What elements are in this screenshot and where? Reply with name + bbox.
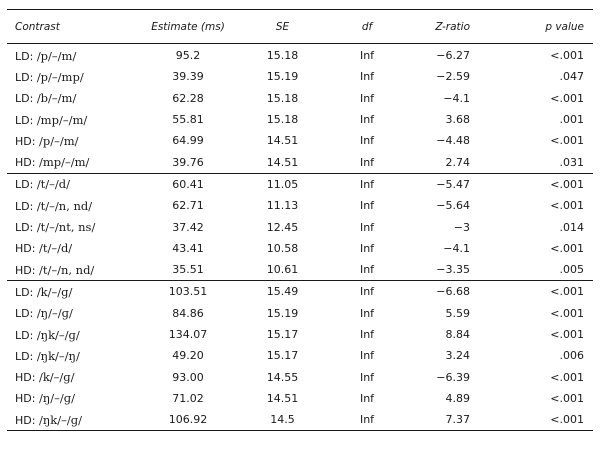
cell-z-ratio: 3.24 xyxy=(445,349,470,363)
contrast-phonemes: /ŋ/–/ɡ/ xyxy=(38,391,75,406)
cell-df: Inf xyxy=(359,328,375,341)
cell-p-value: <.001 xyxy=(524,281,593,303)
cell-se: 15.17 xyxy=(266,328,299,341)
cell-se: 11.05 xyxy=(241,173,324,195)
contrast-phonemes: /t/–/d/ xyxy=(36,177,71,192)
cell-se: 14.5 xyxy=(241,409,324,431)
cell-p-value: .001 xyxy=(559,113,584,127)
cell-contrast xyxy=(7,88,135,109)
header-df: df xyxy=(361,20,373,33)
cell-se: 15.18 xyxy=(266,49,299,63)
cell-df: Inf xyxy=(359,70,375,84)
header-contrast: Contrast xyxy=(15,20,60,33)
cell-df: Inf xyxy=(359,91,375,105)
contrast-table-container xyxy=(7,9,593,431)
contrast-group-label: LD: xyxy=(15,113,34,127)
cell-estimate: 43.41 xyxy=(172,241,204,255)
contrast-group-label: LD: xyxy=(15,199,34,213)
contrast-phonemes: /b/–/m/ xyxy=(36,91,77,106)
cell-se: 15.17 xyxy=(266,349,299,363)
cell-contrast xyxy=(7,238,135,259)
header-se: SE xyxy=(275,20,290,33)
contrast-phonemes: /t/–/nt, ns/ xyxy=(36,220,96,235)
contrast-group-label: HD: xyxy=(15,413,36,427)
cell-contrast xyxy=(7,216,135,237)
contrast-phonemes: /t/–/n, nd/ xyxy=(36,198,93,213)
cell-p-value: <.001 xyxy=(550,370,584,384)
cell-estimate: 106.92 xyxy=(135,409,241,431)
contrast-phonemes: /p/–/m/ xyxy=(36,48,77,63)
table-row xyxy=(7,303,593,324)
cell-p-value: .014 xyxy=(559,220,584,234)
contrast-group-label: LD: xyxy=(15,349,34,363)
cell-p-value: .031 xyxy=(559,155,584,169)
cell-estimate: 103.51 xyxy=(135,281,241,303)
cell-p-value: .006 xyxy=(559,349,584,363)
contrast-phonemes: /mp/–/m/ xyxy=(38,155,90,170)
cell-df: Inf xyxy=(324,173,410,195)
table-row xyxy=(7,345,593,366)
cell-estimate: 49.20 xyxy=(172,349,204,363)
contrast-phonemes: /ŋk/–/ɡ/ xyxy=(36,327,80,342)
table-row xyxy=(7,216,593,237)
cell-estimate: 37.42 xyxy=(172,220,204,234)
cell-z-ratio: −5.64 xyxy=(436,199,470,213)
header-row xyxy=(7,10,593,44)
contrast-phonemes: /mp/–/m/ xyxy=(36,112,88,127)
cell-se: 11.13 xyxy=(266,199,299,213)
contrast-group-label: HD: xyxy=(15,371,36,385)
cell-estimate: 95.2 xyxy=(175,49,201,63)
cell-contrast xyxy=(7,66,135,87)
contrast-group-label: LD: xyxy=(15,49,34,63)
cell-contrast xyxy=(7,44,135,67)
contrast-group-label: HD: xyxy=(15,242,36,256)
table-row xyxy=(7,151,593,173)
cell-p-value: <.001 xyxy=(550,241,584,255)
table-row xyxy=(7,130,593,151)
cell-estimate: 39.76 xyxy=(172,155,204,169)
cell-df: Inf xyxy=(359,134,375,148)
table-row xyxy=(7,281,593,303)
cell-p-value: <.001 xyxy=(550,391,584,405)
contrast-table xyxy=(7,9,593,431)
cell-contrast xyxy=(7,366,135,387)
cell-p-value: <.001 xyxy=(550,199,584,213)
cell-estimate: 62.71 xyxy=(172,199,204,213)
contrast-group-label: LD: xyxy=(15,178,34,192)
cell-p-value: <.001 xyxy=(550,134,584,148)
cell-estimate: 55.81 xyxy=(172,113,204,127)
cell-estimate: 62.28 xyxy=(172,91,204,105)
cell-estimate: 71.02 xyxy=(172,391,204,405)
cell-se: 14.51 xyxy=(266,391,299,405)
table-group xyxy=(7,173,593,280)
cell-df: Inf xyxy=(359,241,375,255)
cell-se: 10.58 xyxy=(266,241,299,255)
table-row xyxy=(7,366,593,387)
contrast-phonemes: /t/–/n, nd/ xyxy=(38,262,95,277)
header-p-value: p value xyxy=(545,20,584,33)
cell-z-ratio: 8.84 xyxy=(445,328,470,341)
cell-z-ratio: 7.37 xyxy=(410,409,524,431)
table-row xyxy=(7,195,593,216)
cell-se: 14.51 xyxy=(266,134,299,148)
cell-z-ratio: −2.59 xyxy=(436,70,470,84)
table-row xyxy=(7,66,593,87)
cell-contrast xyxy=(7,409,135,431)
cell-z-ratio: −6.39 xyxy=(436,370,470,384)
contrast-phonemes: /t/–/d/ xyxy=(38,241,73,256)
contrast-phonemes: /ŋk/–/ɡ/ xyxy=(38,412,82,427)
cell-se: 12.45 xyxy=(266,220,299,234)
cell-estimate: 35.51 xyxy=(172,263,204,277)
contrast-phonemes: /ŋ/–/ɡ/ xyxy=(36,306,73,321)
cell-contrast xyxy=(7,388,135,409)
cell-se: 14.51 xyxy=(266,155,299,169)
cell-z-ratio: −3 xyxy=(453,220,470,234)
cell-z-ratio: −5.47 xyxy=(410,173,524,195)
cell-df: Inf xyxy=(359,199,375,213)
table-row xyxy=(7,109,593,130)
table-group xyxy=(7,44,593,174)
header-estimate: Estimate (ms) xyxy=(151,20,225,33)
cell-df: Inf xyxy=(359,391,375,405)
cell-contrast xyxy=(7,303,135,324)
cell-p-value: <.001 xyxy=(524,409,593,431)
cell-se: 15.19 xyxy=(266,70,299,84)
cell-z-ratio: 3.68 xyxy=(445,113,470,127)
cell-se: 10.61 xyxy=(266,263,299,277)
cell-contrast xyxy=(7,173,135,195)
contrast-group-label: HD: xyxy=(15,156,36,170)
cell-contrast xyxy=(7,195,135,216)
cell-estimate: 134.07 xyxy=(168,328,208,341)
cell-p-value: <.001 xyxy=(550,91,584,105)
cell-p-value: <.001 xyxy=(550,328,584,341)
contrast-phonemes: /p/–/mp/ xyxy=(36,69,84,84)
cell-z-ratio: −3.35 xyxy=(436,263,470,277)
cell-estimate: 93.00 xyxy=(172,370,204,384)
table-row xyxy=(7,388,593,409)
cell-z-ratio: −4.48 xyxy=(436,134,470,148)
cell-z-ratio: −6.68 xyxy=(410,281,524,303)
table-header xyxy=(7,10,593,44)
cell-estimate: 64.99 xyxy=(172,134,204,148)
contrast-phonemes: /ŋk/–/ŋ/ xyxy=(36,348,80,363)
cell-df: Inf xyxy=(359,113,375,127)
contrast-group-label: LD: xyxy=(15,307,34,321)
contrast-group-label: HD: xyxy=(15,134,36,148)
cell-p-value: .005 xyxy=(559,263,584,277)
table-row xyxy=(7,88,593,109)
cell-estimate: 39.39 xyxy=(172,70,204,84)
cell-contrast xyxy=(7,109,135,130)
cell-p-value: .047 xyxy=(559,70,584,84)
cell-contrast xyxy=(7,345,135,366)
contrast-phonemes: /k/–/ɡ/ xyxy=(36,284,73,299)
cell-estimate: 84.86 xyxy=(172,306,204,320)
cell-p-value: <.001 xyxy=(550,306,584,320)
cell-contrast xyxy=(7,281,135,303)
cell-se: 15.19 xyxy=(266,306,299,320)
cell-contrast xyxy=(7,151,135,173)
table-group xyxy=(7,281,593,431)
table-row xyxy=(7,259,593,281)
cell-df: Inf xyxy=(359,155,375,169)
cell-df: Inf xyxy=(359,263,375,277)
contrast-group-label: LD: xyxy=(15,92,34,106)
cell-z-ratio: −6.27 xyxy=(436,49,470,63)
contrast-group-label: LD: xyxy=(15,285,34,299)
table-row xyxy=(7,173,593,195)
contrast-group-label: LD: xyxy=(15,221,34,235)
cell-p-value: <.001 xyxy=(550,49,584,63)
cell-estimate: 60.41 xyxy=(135,173,241,195)
cell-z-ratio: −4.1 xyxy=(443,91,470,105)
cell-df: Inf xyxy=(359,370,375,384)
cell-df: Inf xyxy=(324,281,410,303)
contrast-group-label: LD: xyxy=(15,70,34,84)
table-row xyxy=(7,238,593,259)
cell-z-ratio: 5.59 xyxy=(445,306,470,320)
table-row xyxy=(7,324,593,345)
cell-df: Inf xyxy=(359,220,375,234)
contrast-phonemes: /p/–/m/ xyxy=(38,133,79,148)
cell-contrast xyxy=(7,259,135,281)
table-row xyxy=(7,44,593,67)
cell-df: Inf xyxy=(359,49,375,63)
cell-contrast xyxy=(7,324,135,345)
cell-p-value: <.001 xyxy=(524,173,593,195)
cell-df: Inf xyxy=(359,349,375,363)
contrast-group-label: HD: xyxy=(15,392,36,406)
contrast-group-label: HD: xyxy=(15,263,36,277)
cell-z-ratio: −4.1 xyxy=(443,241,470,255)
cell-contrast xyxy=(7,130,135,151)
cell-z-ratio: 2.74 xyxy=(445,155,470,169)
cell-df: Inf xyxy=(359,306,375,320)
contrast-phonemes: /k/–/ɡ/ xyxy=(38,370,75,385)
cell-se: 15.18 xyxy=(266,91,299,105)
header-z-ratio: Z-ratio xyxy=(435,20,470,33)
cell-df: Inf xyxy=(324,409,410,431)
cell-z-ratio: 4.89 xyxy=(445,391,470,405)
cell-se: 14.55 xyxy=(266,370,299,384)
cell-se: 15.18 xyxy=(266,113,299,127)
contrast-group-label: LD: xyxy=(15,328,34,342)
cell-se: 15.49 xyxy=(241,281,324,303)
table-row xyxy=(7,409,593,431)
